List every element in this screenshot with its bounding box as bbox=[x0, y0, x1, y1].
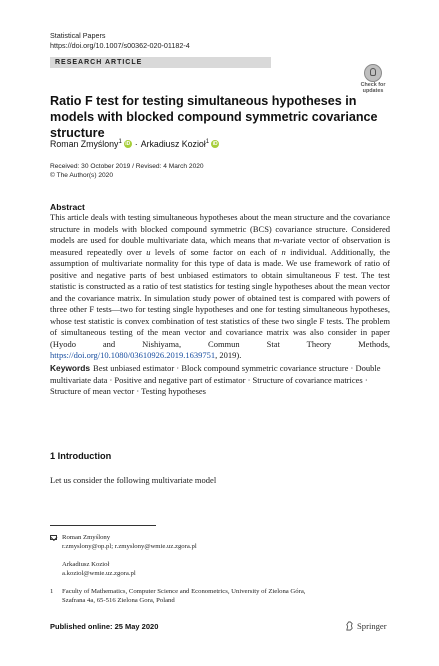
publisher-name: Springer bbox=[357, 621, 387, 631]
published-online-date: Published online: 25 May 2020 bbox=[50, 622, 159, 631]
keywords-label: Keywords bbox=[50, 363, 91, 373]
springer-horse-icon bbox=[345, 621, 354, 631]
affiliation-line: Faculty of Mathematics, Computer Science and Econometrics, University of Zielona Góra, bbox=[62, 588, 306, 595]
math-var: u bbox=[146, 246, 151, 257]
abstract-text: This article deals with testing simultaneous hypotheses about the mean structure and the covariance structure in models with blocked compound symmetric (BCS) covariance structure. Considered models are used for double multivariate data, which means that bbox=[50, 212, 390, 245]
affiliation-mark: 1 bbox=[205, 139, 210, 145]
author-name[interactable]: Arkadiusz Kozioł bbox=[140, 139, 206, 149]
affiliation-mark: 1 bbox=[118, 139, 122, 145]
badge-line2: updates bbox=[362, 88, 384, 94]
keywords-block bbox=[50, 363, 390, 398]
abstract-body bbox=[50, 212, 390, 362]
reference-doi-link[interactable]: https://doi.org/10.1080/03610926.2019.1639751 bbox=[50, 350, 216, 360]
badge-line1: Check for bbox=[360, 82, 386, 88]
affiliation-footnote bbox=[50, 587, 305, 605]
article-title: Ratio F test for testing simultaneous hypotheses in models with blocked compound symmetric covariance structure bbox=[50, 94, 378, 140]
journal-name: Statistical Papers bbox=[50, 31, 106, 40]
footnote-name: Roman Zmyślony bbox=[62, 534, 111, 541]
footnote-email[interactable]: a.koziol@wmie.uz.zgora.pl bbox=[62, 570, 136, 577]
check-for-updates-badge[interactable] bbox=[357, 64, 389, 94]
check-for-updates-icon bbox=[364, 64, 382, 82]
journal-header bbox=[50, 31, 190, 51]
keywords-text: Best unbiased estimator · Block compound symmetric covariance structure · Double multivariate data · Positive and negative part of estimator · Structure of covariance matrices · Structure of mean vector · Testing hypotheses bbox=[50, 363, 381, 396]
abstract-text: -variate vector of observation is measured repeatedly over bbox=[50, 235, 391, 257]
abstract-text: levels of some factor on each of bbox=[150, 246, 282, 257]
publisher-logo[interactable] bbox=[345, 621, 387, 631]
article-type-label: RESEARCH ARTICLE bbox=[55, 59, 143, 66]
section-heading: 1 Introduction bbox=[50, 451, 112, 461]
author-list bbox=[50, 138, 222, 150]
affiliation-line: Szafrana 4a, 65-516 Zielona Gora, Poland bbox=[62, 597, 175, 604]
article-dates bbox=[50, 162, 204, 180]
corresponding-author-1 bbox=[50, 533, 197, 551]
abstract-text: individual. Additionally, the assumption of multivariate normality for this type of data is made. We use framework of ratio of positive and negative parts of best unbiased estimators to obtain simultaneous F test. The test statistic is constructed as a ratio of test statistics for testing single hypotheses about the mean vector and the covariance matrix. In simulation study power of obtained test is compared with powers of three other F tests—two for testing single hypotheses and one for testing simultaneous hypotheses, whose test statistic is convex combination of test statistics of these two single F tests. The problem of simultaneous testing of the mean vector and covariance matrix was also consider in paper (Hyodo and Nishiyama, Commun Stat Theory Methods, bbox=[50, 246, 390, 349]
footnote-email[interactable]: r.zmyslony@op.pl; r.zmyslony@wmie.uz.zgora.pl bbox=[62, 543, 197, 550]
section-paragraph: Let us consider the following multivariate model bbox=[50, 475, 217, 485]
orcid-icon[interactable]: iD bbox=[125, 141, 131, 147]
orcid-icon[interactable]: iD bbox=[212, 141, 218, 147]
article-type-banner bbox=[50, 57, 271, 68]
corresponding-author-2 bbox=[50, 560, 136, 578]
math-var: m bbox=[273, 235, 280, 245]
math-var: n bbox=[281, 246, 286, 257]
footnote-name: Arkadiusz Kozioł bbox=[62, 561, 110, 568]
doi-link[interactable]: https://doi.org/10.1007/s00362-020-01182-4 bbox=[50, 41, 190, 50]
author-separator: · bbox=[134, 139, 138, 149]
copyright-line: © The Author(s) 2020 bbox=[50, 172, 114, 179]
affiliation-number: 1 bbox=[50, 588, 54, 595]
abstract-heading: Abstract bbox=[50, 202, 85, 212]
author-name[interactable]: Roman Zmyślony bbox=[50, 139, 119, 149]
abstract-text: , 2019). bbox=[215, 350, 242, 360]
footnote-divider bbox=[50, 525, 156, 526]
envelope-icon bbox=[50, 535, 57, 540]
received-revised-dates: Received: 30 October 2019 / Revised: 4 March 2020 bbox=[50, 163, 204, 170]
